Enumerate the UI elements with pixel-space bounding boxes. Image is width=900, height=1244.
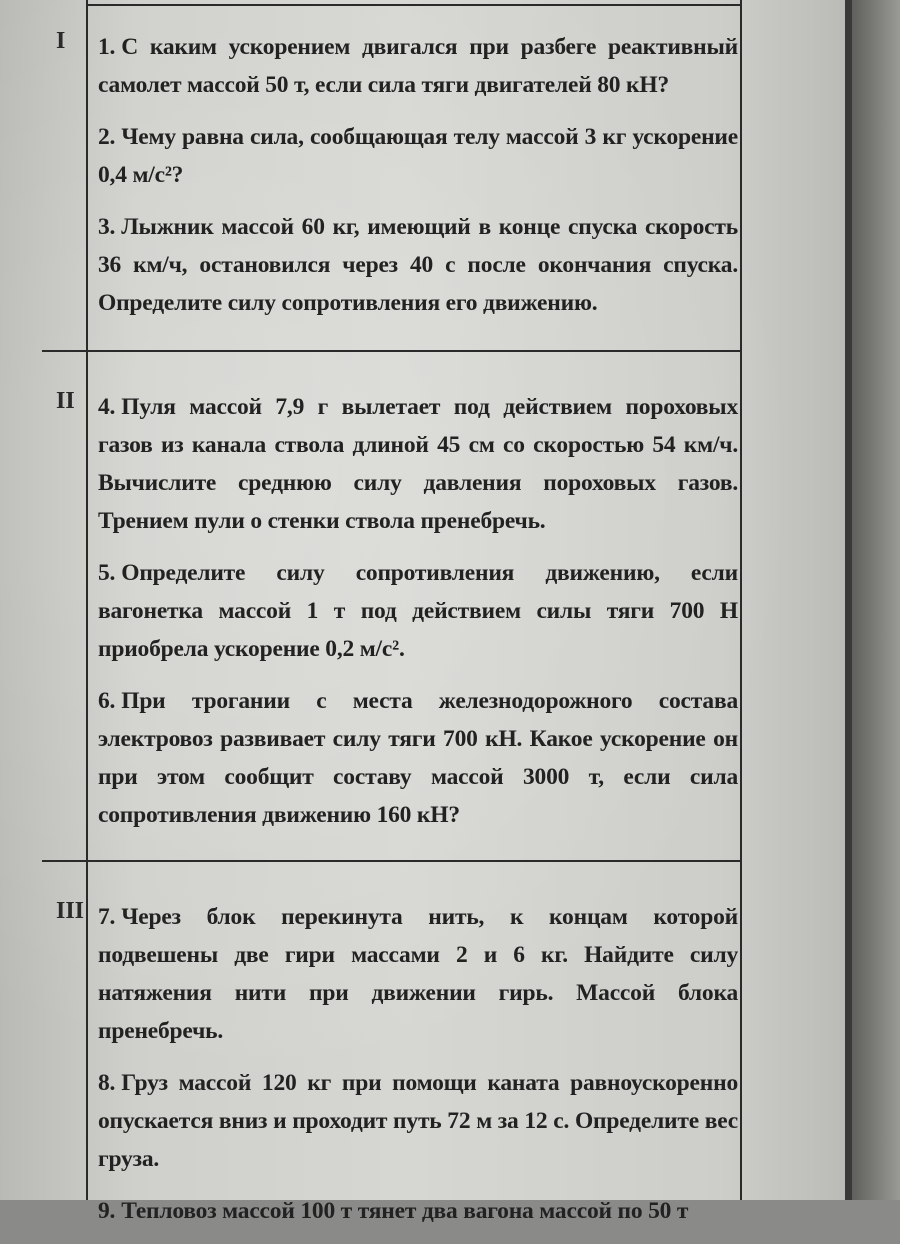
problem-text: Чему равна сила, сообщающая телу массой 3 кг ускорение 0,4 м/с²? (98, 124, 738, 188)
section-2-problems (98, 388, 738, 848)
section-label-3: III (56, 898, 85, 924)
problem-text: Лыжник массой 60 кг, имеющий в конце спуска скорость 36 км/ч, остановился через 40 с после окончания спуска. Определите силу сопротивления его движению. (98, 214, 738, 316)
problem-text: Определите силу сопротивления движению, если вагонетка массой 1 т под действием силы тяги 700 Н приобрела ускорение 0,2 м/с². (98, 560, 738, 662)
problem-number: 6. (98, 688, 116, 714)
problem-text: Груз массой 120 кг при помощи каната равноускоренно опускается вниз и проходит путь 72 м за 12 с. Определите вес груза. (98, 1070, 738, 1172)
problem-8 (98, 1064, 738, 1178)
section-label-2: II (56, 388, 75, 414)
page-shadow (852, 0, 900, 1200)
page-edge-border (845, 0, 852, 1200)
problem-number: 4. (98, 394, 116, 420)
problem-3 (98, 208, 738, 322)
problem-7 (98, 898, 738, 1050)
problem-number: 5. (98, 560, 116, 586)
table-right-border (740, 0, 742, 1200)
problem-text: Тепловоз массой 100 т тянет два вагона массой по 50 т (121, 1198, 689, 1224)
problem-2 (98, 118, 738, 194)
section-divider-2 (42, 860, 742, 862)
section-1-problems (98, 28, 738, 336)
problem-number: 8. (98, 1070, 116, 1096)
problem-1 (98, 28, 738, 104)
problem-text: С каким ускорением двигался при разбеге реактивный самолет массой 50 т, если сила тяги двигателей 80 кН? (98, 34, 738, 98)
table-top-border (86, 4, 740, 6)
section-label-1: I (56, 28, 66, 54)
problem-number: 3. (98, 214, 116, 240)
section-divider-1 (42, 350, 742, 352)
problem-text: При трогании с места железнодорожного состава электровоз развивает силу тяги 700 кН. Какое ускорение он при этом сообщит составу массой 3000 т, если сила сопротивления движению 160 кН? (98, 688, 738, 828)
problem-5 (98, 554, 738, 668)
problem-text: Через блок перекинута нить, к концам которой подвешены две гири массами 2 и 6 кг. Найдите силу натяжения нити при движении гирь. Массой блока пренебречь. (98, 904, 738, 1044)
problem-number: 2. (98, 124, 116, 150)
problem-4 (98, 388, 738, 540)
problem-number: 7. (98, 904, 116, 930)
problem-9 (98, 1192, 738, 1230)
problem-number: 1. (98, 34, 116, 60)
section-3-problems (98, 898, 738, 1244)
problem-number: 9. (98, 1198, 116, 1224)
problem-6 (98, 682, 738, 834)
problem-text: Пуля массой 7,9 г вылетает под действием пороховых газов из канала ствола длиной 45 см со скоростью 54 км/ч. Вычислите среднюю силу давления пороховых газов. Трением пули о стенки ствола пренебречь. (98, 394, 738, 534)
table-left-column-border (86, 0, 88, 1200)
